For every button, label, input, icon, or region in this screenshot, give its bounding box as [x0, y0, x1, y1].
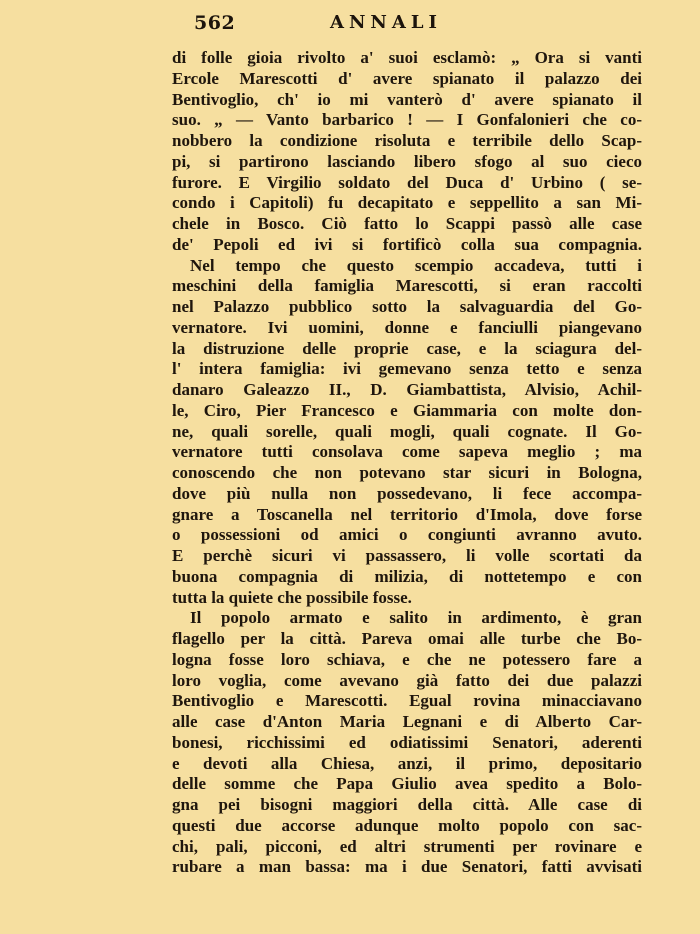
running-head	[170, 12, 638, 40]
text-line: tutta la quiete che possibile fosse.	[172, 587, 412, 607]
page-number: 562	[194, 12, 236, 34]
running-title: ANNALI	[330, 12, 442, 33]
text-line: e devoti alla Chiesa, anzi, il primo, depositario	[172, 753, 642, 773]
text-line: pi, si partirono lasciando libero sfogo al suo cieco	[172, 151, 642, 171]
text-line: gnare a Toscanella nel territorio d'Imola, dove forse	[172, 504, 642, 524]
text-line: flagello per la città. Pareva omai alle turbe che Bo-	[172, 629, 642, 648]
body-text	[172, 48, 642, 878]
text-line: la distruzione delle proprie case, e la sciagura del-	[172, 338, 642, 358]
text-line: Il popolo armato e salito in ardimento, è gran	[190, 608, 642, 628]
text-line: Bentivoglio, ch' io mi vanterò d' avere spianato il	[172, 89, 642, 109]
text-line: gna pei bisogni maggiori della città. Alle case di	[172, 795, 642, 814]
text-line: dove più nulla non possedevano, li fece accompa-	[172, 483, 642, 503]
text-line: buona compagnia di milizia, di nottetempo e con	[172, 566, 642, 586]
text-line: nobbero la condizione risoluta e terribile dello Scap-	[172, 131, 642, 150]
text-line: di folle gioia rivolto a' suoi esclamò: „ Ora si vanti	[172, 48, 642, 67]
text-line: alle case d'Anton Maria Legnani e di Alberto Car-	[172, 712, 642, 731]
text-line: questi due accorse adunque molto popolo con sac-	[172, 815, 642, 835]
text-line: chi, pali, picconi, ed altri strumenti per rovinare e	[172, 836, 642, 856]
text-line: suo. „ — Vanto barbarico ! — I Gonfalonieri che co-	[172, 110, 642, 130]
text-line: furore. E Virgilio soldato del Duca d' Urbino ( se-	[172, 172, 642, 192]
text-line: ne, quali sorelle, quali mogli, quali cognate. Il Go-	[172, 421, 642, 441]
text-line: danaro Galeazzo II., D. Giambattista, Alvisio, Achil-	[172, 380, 642, 399]
text-line: l' intera famiglia: ivi gemevano senza tetto e senza	[172, 359, 642, 379]
text-line: meschini della famiglia Marescotti, si eran raccolti	[172, 276, 642, 296]
paragraph	[172, 608, 642, 878]
text-line: le, Ciro, Pier Francesco e Giammaria con molte don-	[172, 400, 642, 420]
text-line: rubare a man bassa: ma i due Senatori, fatti avvisati	[172, 857, 642, 877]
text-line: Bentivoglio e Marescotti. Egual rovina minacciavano	[172, 691, 642, 711]
text-line: nel Palazzo pubblico sotto la salvaguardia del Go-	[172, 297, 642, 316]
paragraph	[172, 256, 642, 609]
text-line: condo i Capitoli) fu decapitato e seppellito a san Mi-	[172, 193, 642, 213]
text-line: Nel tempo che questo scempio accadeva, tutti i	[190, 255, 642, 275]
text-line: loro voglia, come avevano già fatto dei due palazzi	[172, 670, 642, 690]
paragraph	[172, 48, 642, 256]
text-line: bonesi, ricchissimi ed odiatissimi Senatori, aderenti	[172, 732, 642, 752]
text-line: o possessioni od amici o congiunti avranno avuto.	[172, 525, 642, 545]
text-line: logna fosse loro schiava, e che ne potessero fare a	[172, 649, 642, 669]
text-line: conoscendo che non potevano star sicuri in Bologna,	[172, 463, 642, 482]
text-line: chele in Bosco. Ciò fatto lo Scappi passò alle case	[172, 214, 642, 233]
text-line: de' Pepoli ed ivi si fortificò colla sua compagnia.	[172, 234, 642, 254]
text-line: Ercole Marescotti d' avere spianato il palazzo dei	[172, 68, 642, 88]
text-line: delle somme che Papa Giulio avea spedito a Bolo-	[172, 774, 642, 794]
text-line: vernatore tutti consolava come sapeva meglio ; ma	[172, 442, 642, 462]
text-line: vernatore. Ivi uomini, donne e fanciulli piangevano	[172, 317, 642, 337]
text-line: E perchè sicuri vi passassero, li volle scortati da	[172, 546, 642, 565]
